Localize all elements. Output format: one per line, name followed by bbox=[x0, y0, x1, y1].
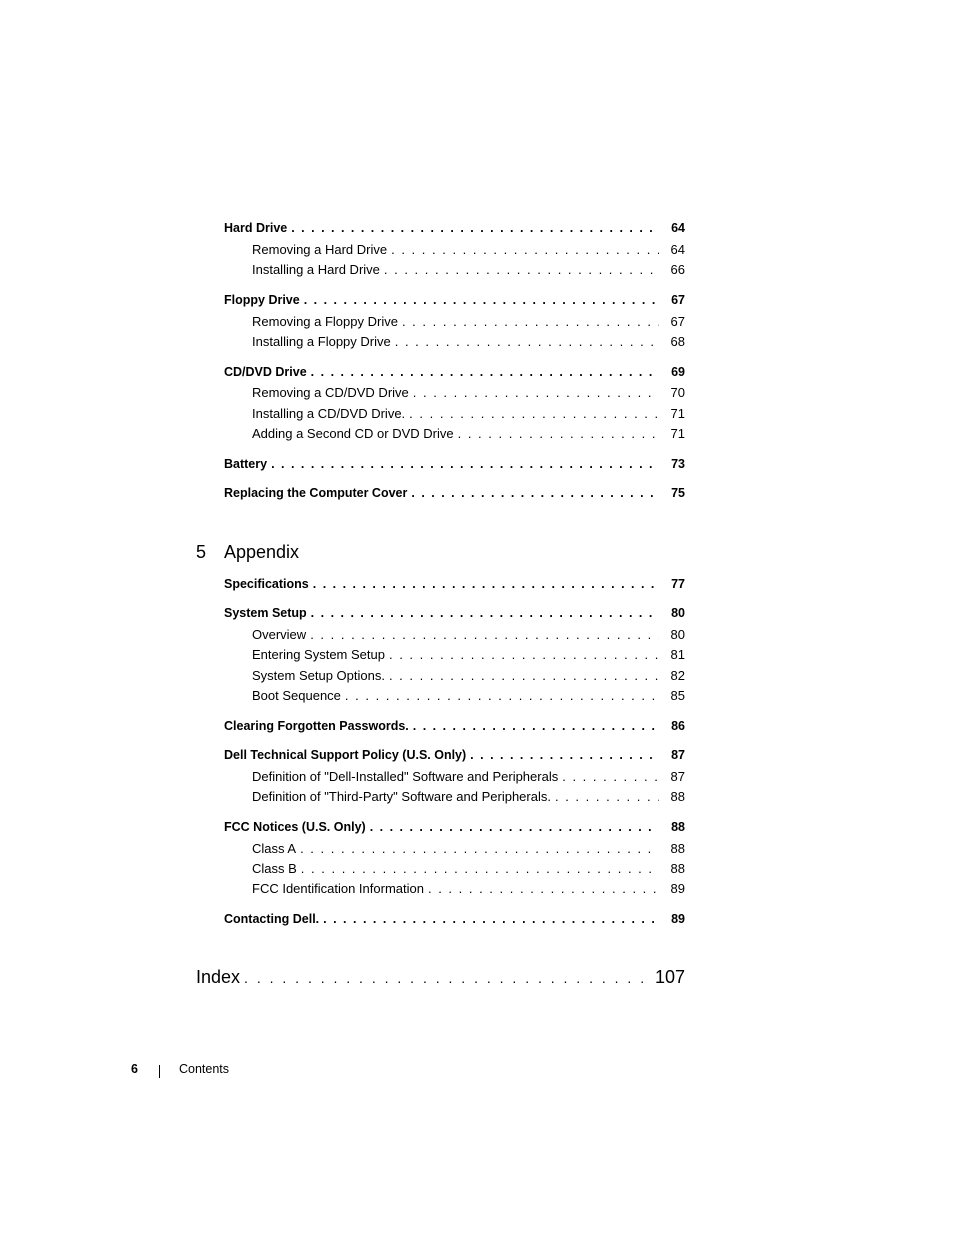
toc-entry-page: 81 bbox=[670, 647, 685, 662]
toc-leader-dots bbox=[300, 841, 659, 857]
toc-entry-page: 88 bbox=[671, 820, 685, 834]
toc-entry-page: 64 bbox=[670, 242, 685, 257]
toc-entry-title: Floppy Drive bbox=[224, 293, 300, 307]
toc-leader-dots bbox=[384, 262, 659, 278]
toc-entry[interactable] bbox=[224, 911, 685, 927]
toc-entry-page: 64 bbox=[671, 221, 685, 235]
toc-entry-page: 107 bbox=[654, 967, 685, 987]
toc-leader-dots bbox=[470, 747, 659, 763]
toc-entry-page: 67 bbox=[671, 293, 685, 307]
toc-subentry[interactable] bbox=[252, 861, 685, 877]
toc-entry-title: Clearing Forgotten Passwords. bbox=[224, 719, 409, 733]
footer-separator bbox=[159, 1065, 160, 1078]
toc-entry-page: 87 bbox=[670, 769, 685, 784]
toc-entry-page: 66 bbox=[670, 262, 685, 277]
toc-subentry[interactable] bbox=[252, 789, 685, 805]
toc-entry-title: Boot Sequence bbox=[252, 688, 341, 703]
toc-leader-dots bbox=[311, 364, 659, 380]
toc-leader-dots bbox=[395, 334, 659, 350]
toc-leader-dots bbox=[370, 819, 659, 835]
toc-leader-dots bbox=[562, 769, 659, 785]
toc-leader-dots bbox=[413, 718, 659, 734]
toc-entry[interactable] bbox=[224, 747, 685, 763]
toc-leader-dots bbox=[304, 292, 659, 308]
toc-entry-title: Index bbox=[196, 967, 241, 987]
toc-leader-dots bbox=[301, 861, 659, 877]
toc-entry[interactable] bbox=[224, 605, 685, 621]
toc-entry-title: Hard Drive bbox=[224, 221, 288, 235]
toc-entry-title: Installing a Hard Drive bbox=[252, 262, 380, 277]
toc-entry-title: System Setup Options. bbox=[252, 668, 385, 683]
toc-leader-dots bbox=[291, 220, 659, 236]
toc-entry-page: 71 bbox=[670, 426, 685, 441]
toc-leader-dots bbox=[313, 576, 659, 592]
toc-leader-dots bbox=[389, 668, 659, 684]
toc-subentry[interactable] bbox=[252, 314, 685, 330]
toc-subentry[interactable] bbox=[252, 841, 685, 857]
toc-entry-title: Specifications bbox=[224, 577, 309, 591]
toc-leader-dots bbox=[428, 881, 659, 897]
toc-leader-dots bbox=[413, 385, 659, 401]
toc-entry-page: 68 bbox=[670, 334, 685, 349]
toc-subentry[interactable] bbox=[252, 627, 685, 643]
toc-entry-page: 86 bbox=[671, 719, 685, 733]
toc-leader-dots bbox=[345, 688, 659, 704]
toc-leader-dots bbox=[323, 911, 659, 927]
toc-leader-dots bbox=[411, 485, 659, 501]
toc-entry[interactable] bbox=[224, 456, 685, 472]
toc-entry-page: 85 bbox=[670, 688, 685, 703]
toc-leader-dots bbox=[244, 966, 645, 988]
toc-entry-index[interactable] bbox=[196, 966, 685, 988]
toc-entry-page: 89 bbox=[670, 881, 685, 896]
footer-label: Contents bbox=[179, 1062, 230, 1076]
toc-entry-title: Installing a CD/DVD Drive. bbox=[252, 406, 406, 421]
toc-entry-title: Overview bbox=[252, 627, 307, 642]
toc-entry-title: System Setup bbox=[224, 606, 307, 620]
toc-leader-dots bbox=[271, 456, 659, 472]
toc-entry-page: 80 bbox=[671, 606, 685, 620]
toc-entry[interactable] bbox=[224, 364, 685, 380]
toc-entry[interactable] bbox=[224, 292, 685, 308]
toc-entry[interactable] bbox=[224, 819, 685, 835]
toc-entry-page: 73 bbox=[671, 457, 685, 471]
toc-entry-page: 88 bbox=[670, 861, 685, 876]
toc-entry-page: 80 bbox=[670, 627, 685, 642]
toc-entry-title: FCC Identification Information bbox=[252, 881, 424, 896]
toc-entry-title: Battery bbox=[224, 457, 268, 471]
toc-entry-title: Replacing the Computer Cover bbox=[224, 486, 408, 500]
toc-entry-page: 88 bbox=[670, 789, 685, 804]
toc-leader-dots bbox=[409, 406, 659, 422]
toc-leader-dots bbox=[311, 605, 659, 621]
toc-entry-title: Entering System Setup bbox=[252, 647, 385, 662]
toc-entry-title: CD/DVD Drive bbox=[224, 365, 307, 379]
toc-entry-title: Installing a Floppy Drive bbox=[252, 334, 391, 349]
toc-entry-page: 70 bbox=[670, 385, 685, 400]
toc-subentry[interactable] bbox=[252, 668, 685, 684]
toc-subentry[interactable] bbox=[252, 426, 685, 442]
toc-entry-page: 69 bbox=[671, 365, 685, 379]
toc-subentry[interactable] bbox=[252, 334, 685, 350]
toc-subentry[interactable] bbox=[252, 688, 685, 704]
toc-subentry[interactable] bbox=[252, 647, 685, 663]
toc-subentry[interactable] bbox=[252, 242, 685, 258]
toc-leader-dots bbox=[402, 314, 659, 330]
toc-entry[interactable] bbox=[224, 485, 685, 501]
toc-entry-page: 88 bbox=[670, 841, 685, 856]
toc-entry[interactable] bbox=[224, 576, 685, 592]
toc-entry-page: 89 bbox=[671, 912, 685, 926]
toc-leader-dots bbox=[555, 789, 659, 805]
footer-page-number: 6 bbox=[131, 1062, 138, 1076]
toc-entry-page: 75 bbox=[671, 486, 685, 500]
toc-subentry[interactable] bbox=[252, 385, 685, 401]
toc-entry-title: FCC Notices (U.S. Only) bbox=[224, 820, 366, 834]
chapter-number: 5 bbox=[196, 542, 207, 562]
toc-entry-page: 67 bbox=[670, 314, 685, 329]
toc-leader-dots bbox=[310, 627, 659, 643]
toc-leader-dots bbox=[391, 242, 659, 258]
toc-entry-title: Removing a Hard Drive bbox=[252, 242, 388, 257]
toc-entry-title: Dell Technical Support Policy (U.S. Only) bbox=[224, 748, 467, 762]
toc-entry-page: 87 bbox=[671, 748, 685, 762]
toc-entry-title: Contacting Dell. bbox=[224, 912, 320, 926]
toc-entry-title: Removing a CD/DVD Drive bbox=[252, 385, 409, 400]
toc-entry-page: 82 bbox=[670, 668, 685, 683]
toc-entry[interactable] bbox=[224, 220, 685, 236]
toc-subentry[interactable] bbox=[252, 262, 685, 278]
toc-entry-title: Class B bbox=[252, 861, 297, 876]
toc-entry[interactable] bbox=[224, 718, 685, 734]
toc-entry-title: Adding a Second CD or DVD Drive bbox=[252, 426, 454, 441]
chapter-title: Appendix bbox=[224, 542, 300, 562]
toc-entry-page: 77 bbox=[671, 577, 685, 591]
toc-subentry[interactable] bbox=[252, 881, 685, 897]
toc-leader-dots bbox=[389, 647, 659, 663]
toc-leader-dots bbox=[458, 426, 659, 442]
toc-entry-title: Definition of "Dell-Installed" Software and Peripherals bbox=[252, 769, 559, 784]
toc-subentry[interactable] bbox=[252, 769, 685, 785]
toc-subentry[interactable] bbox=[252, 406, 685, 422]
chapter-heading bbox=[196, 541, 299, 563]
toc-entry-title: Class A bbox=[252, 841, 297, 856]
toc-entry-title: Removing a Floppy Drive bbox=[252, 314, 398, 329]
toc-entry-page: 71 bbox=[670, 406, 685, 421]
toc-entry-title: Definition of "Third-Party" Software and Peripherals. bbox=[252, 789, 551, 804]
